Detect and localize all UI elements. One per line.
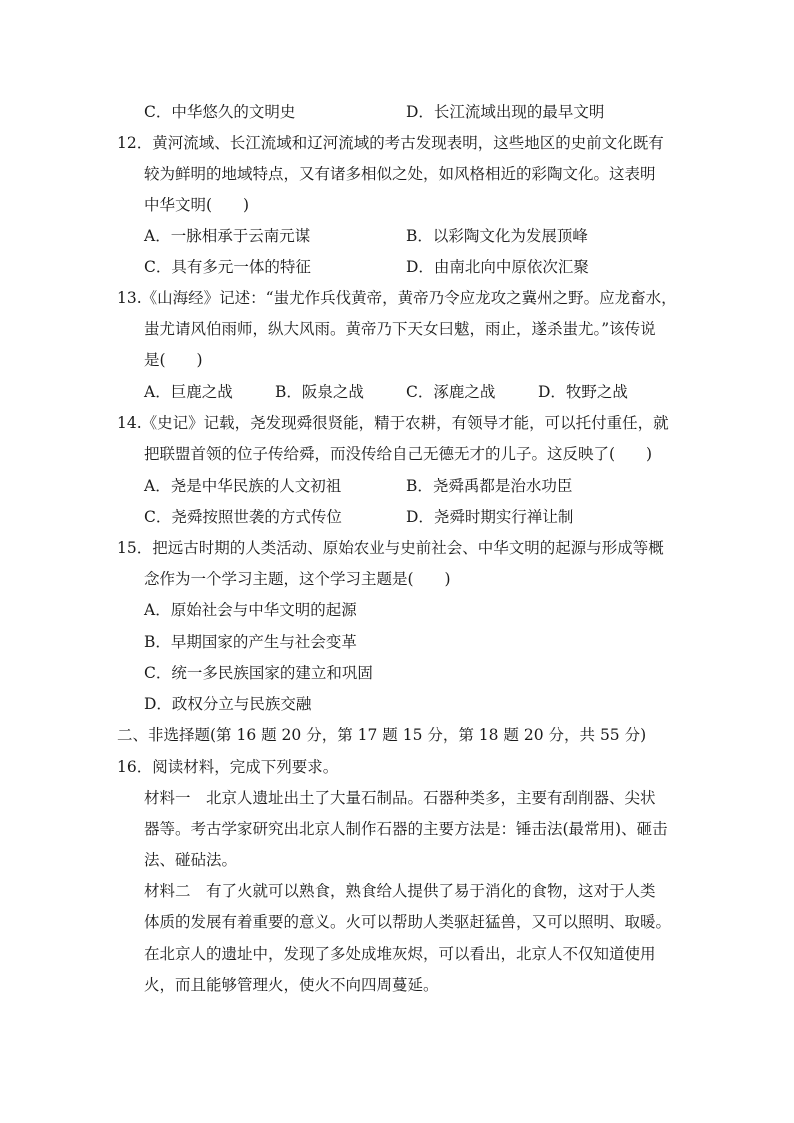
q14-stem-line-1: 14.《史记》记载，尧发现舜很贤能，精于农耕，有领导才能，可以托付重任，就 — [117, 414, 669, 432]
q14-option-c: C．尧舜按照世袭的方式传位 — [144, 508, 342, 526]
q13-stem-line-2: 蚩尤请风伯雨师，纵大风雨。黄帝乃下天女曰魃，雨止，遂杀蚩尤。”该传说 — [144, 320, 656, 338]
q15-option-a: A．原始社会与中华文明的起源 — [144, 601, 357, 619]
q11-option-c: C．中华悠久的文明史 — [144, 103, 296, 121]
q14-stem-line-2: 把联盟首领的位子传给舜，而没传给自己无德无才的儿子。这反映了( ) — [144, 445, 653, 463]
q11-option-d: D．长江流域出现的最早文明 — [406, 103, 605, 121]
q12-stem-line-2: 较为鲜明的地域特点，又有诸多相似之处，如风格相近的彩陶文化。这表明 — [144, 165, 656, 183]
q15-option-b: B．早期国家的产生与社会变革 — [144, 633, 357, 651]
q15-option-c: C．统一多民族国家的建立和巩固 — [144, 664, 373, 682]
q15-stem-line-2: 念作为一个学习主题，这个学习主题是( ) — [144, 570, 451, 588]
q15-option-d: D．政权分立与民族交融 — [144, 695, 312, 713]
q12-stem-line-1: 12．黄河流域、长江流域和辽河流域的考古发现表明，这些地区的史前文化既有 — [117, 134, 664, 152]
q14-option-b: B．尧舜禹都是治水功臣 — [406, 477, 573, 495]
q13-option-c: C．涿鹿之战 — [406, 383, 496, 401]
q13-option-b: B．阪泉之战 — [275, 383, 364, 401]
q15-stem-line-1: 15．把远古时期的人类活动、原始农业与史前社会、中华文明的起源与形成等概 — [117, 539, 664, 557]
q16-material-1-line-1: 材料一 北京人遗址出土了大量石制品。石器种类多，主要有刮削器、尖状 — [144, 789, 656, 807]
q13-option-a: A．巨鹿之战 — [144, 383, 233, 401]
q16-stem: 16．阅读材料，完成下列要求。 — [117, 758, 339, 776]
q13-stem-line-1: 13.《山海经》记述：“蚩尤作兵伐黄帝，黄帝乃令应龙攻之冀州之野。应龙畜水， — [117, 289, 677, 307]
q16-material-1-line-2: 器等。考古学家研究出北京人制作石器的主要方法是：锤击法(最常用)、砸击 — [144, 820, 668, 838]
q16-material-2-line-2: 体质的发展有着重要的意义。火可以帮助人类驱赶猛兽，又可以照明、取暖。 — [144, 913, 672, 931]
q12-option-b: B．以彩陶文化为发展顶峰 — [406, 227, 588, 245]
q16-material-2-line-4: 火，而且能够管理火，使火不向四周蔓延。 — [144, 976, 439, 994]
q12-stem-line-3: 中华文明( ) — [144, 196, 250, 214]
q16-material-2-line-3: 在北京人的遗址中，发现了多处成堆灰烬，可以看出，北京人不仅知道使用 — [144, 945, 656, 963]
q14-option-a: A．尧是中华民族的人文初祖 — [144, 477, 342, 495]
q12-option-c: C．具有多元一体的特征 — [144, 258, 311, 276]
q13-option-d: D．牧野之战 — [538, 383, 628, 401]
q16-material-2-line-1: 材料二 有了火就可以熟食，熟食给人提供了易于消化的食物，这对于人类 — [144, 882, 656, 900]
section-2-heading: 二、非选择题(第 16 题 20 分，第 17 题 15 分，第 18 题 20 分，共 55 分) — [117, 726, 647, 744]
q12-option-a: A．一脉相承于云南元谋 — [144, 227, 311, 245]
q12-option-d: D．由南北向中原依次汇聚 — [406, 258, 589, 276]
q14-option-d: D．尧舜时期实行禅让制 — [406, 508, 574, 526]
q13-stem-line-3: 是( ) — [144, 351, 203, 369]
q16-material-1-line-3: 法、碰砧法。 — [144, 851, 238, 869]
